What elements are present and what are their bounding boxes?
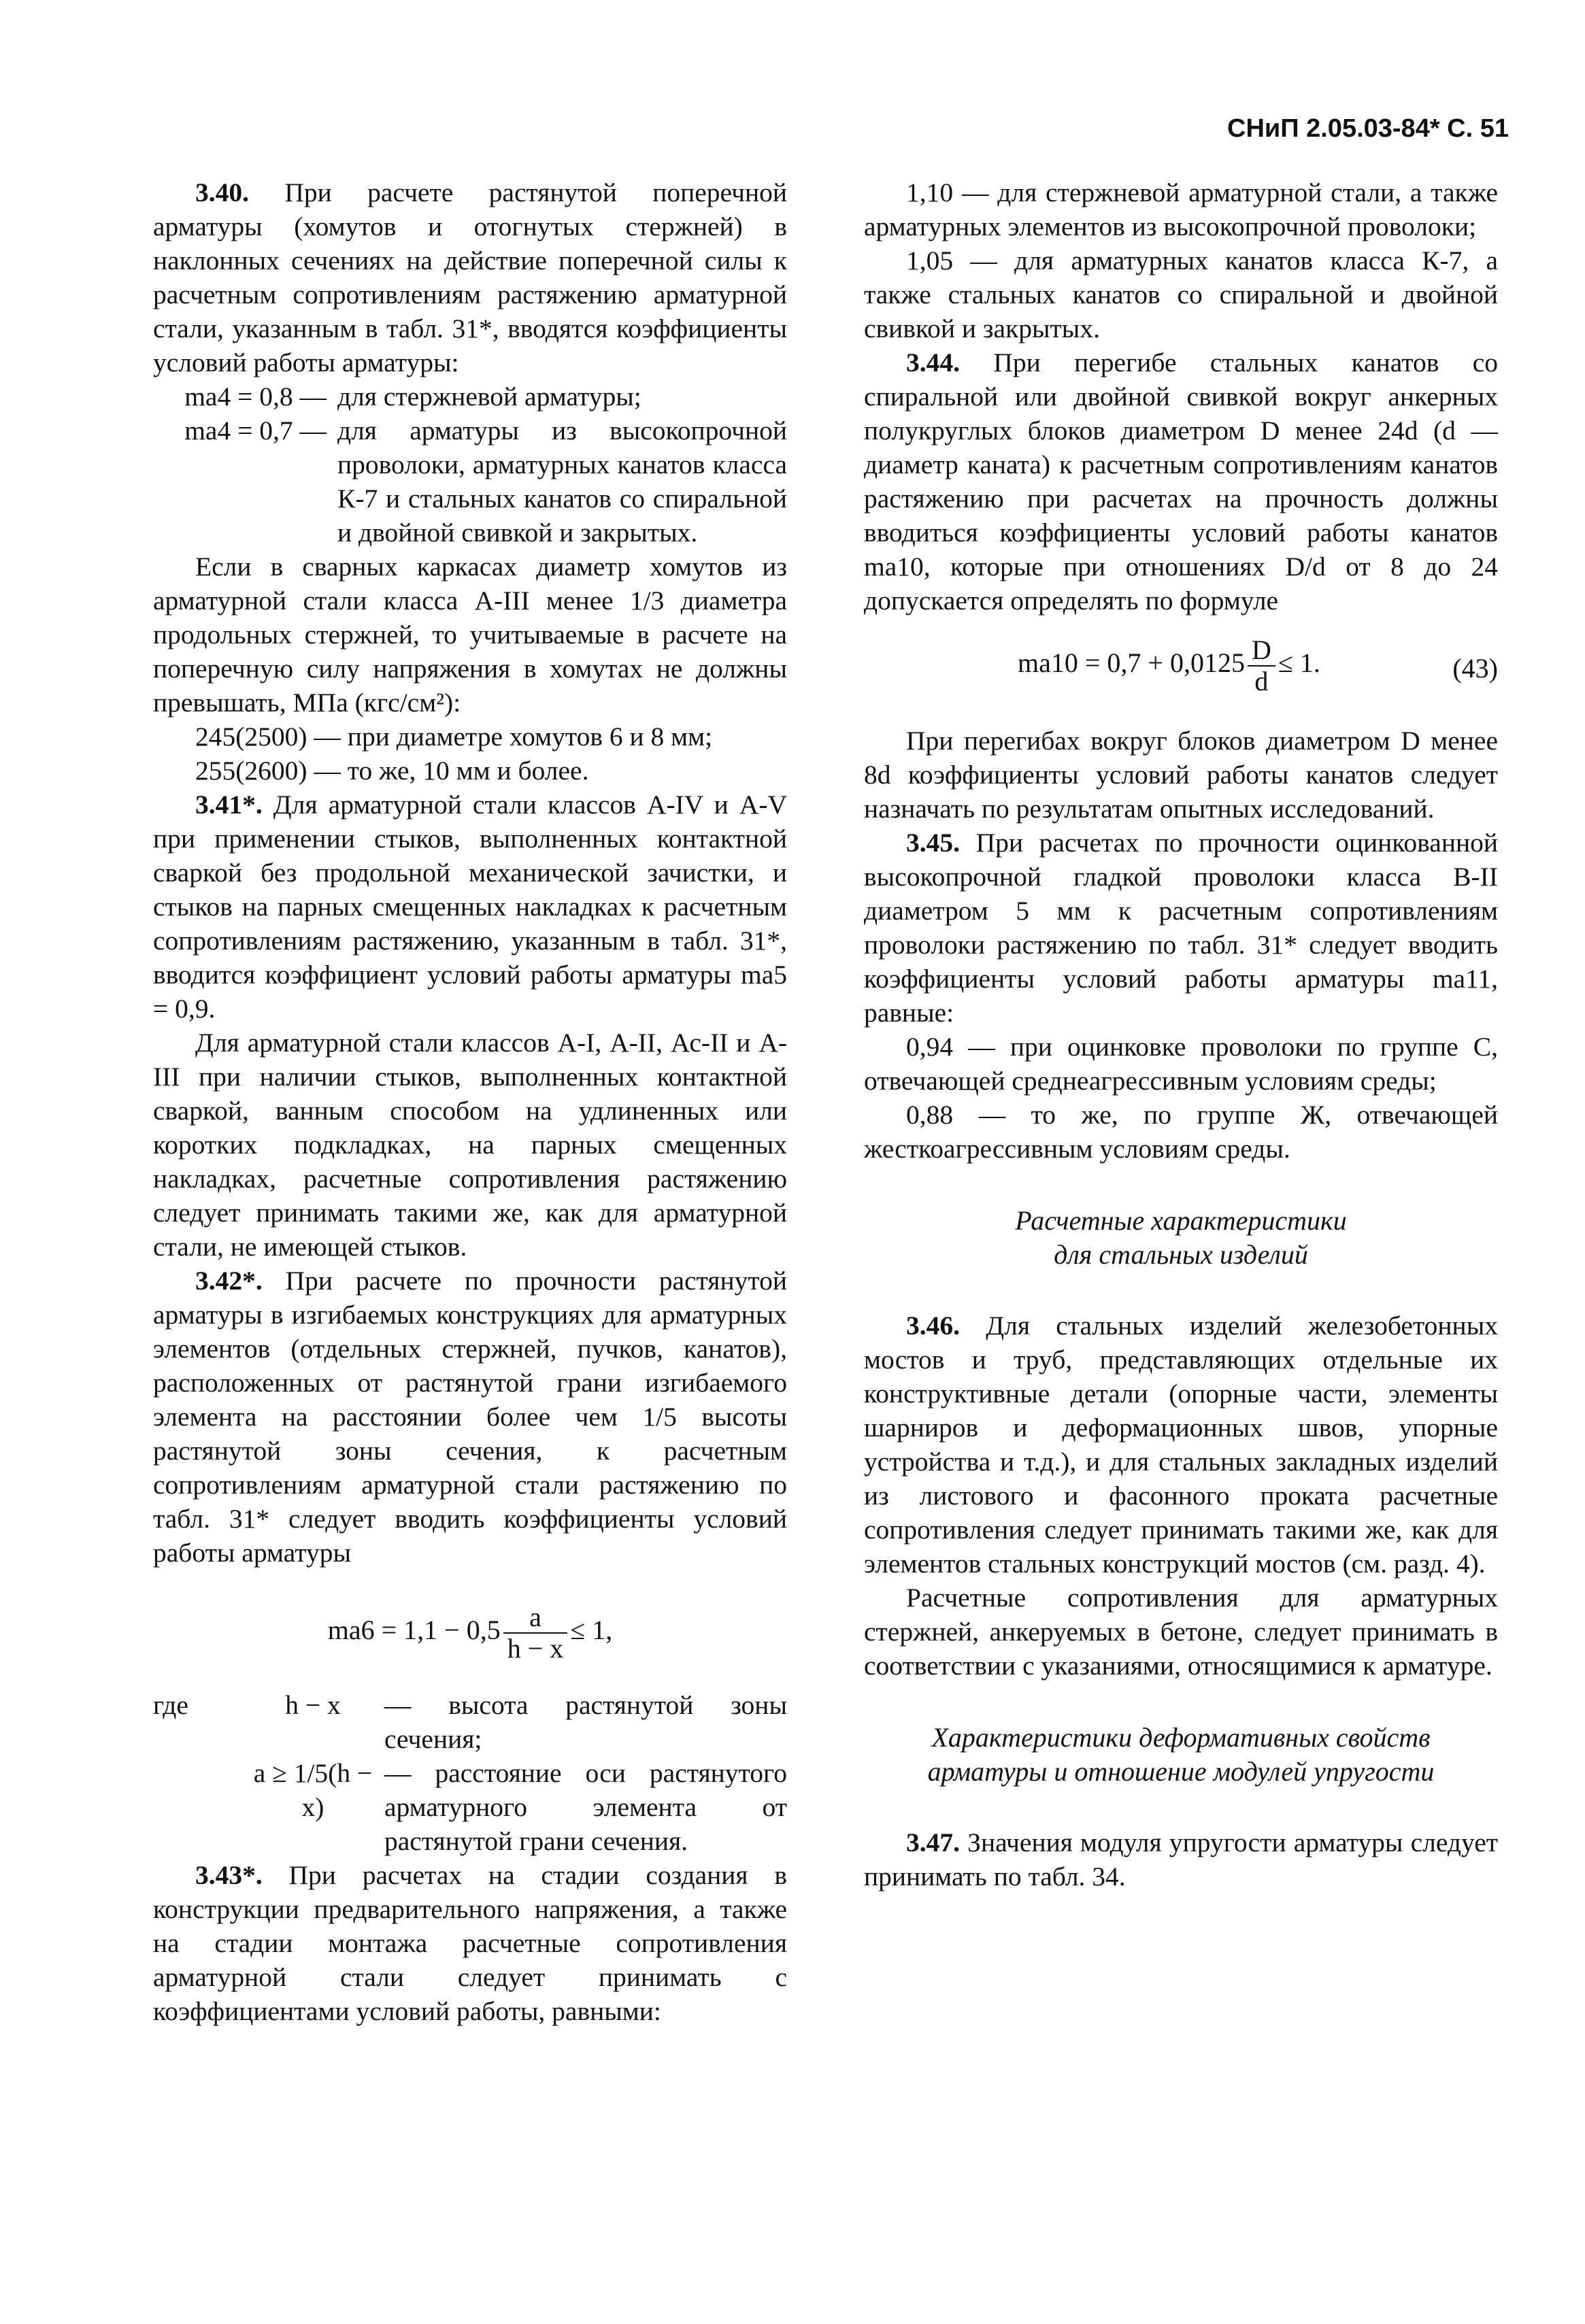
clause-text: При перегибе стальных канатов со спиральной или двойной свивкой вокруг анкерных полукруглых блоков диаметром D менее 24d (d — диаметр каната) к расчетным сопротивлениям канатов растяжению при расчетах на прочность должны вводиться коэффициенты условий работы канатов ma10, которые при отношениях D/d от 8 до 24 допускается определять по формуле [864,348,1498,616]
formula-43 [864,635,1498,696]
fraction-numerator: a [503,1602,568,1634]
formula-rhs: ≤ 1, [570,1615,613,1646]
coef-item-0-94: 0,94 — при оцинковке проволоки по группе С, отвечающей среднеагрессивным условиям среды; [864,1032,1498,1096]
clause-3-46 [864,1309,1498,1581]
clause-3-43 [153,1858,787,2028]
clause-3-41 [153,788,787,1026]
clause-text: Для стальных изделий железобетонных мостов и труб, представляющих отдельные их конструктивные детали (опорные части, элементы шарниров и деформационных швов, упорные устройства и т.д.), и для стальных закладных изделий из листового и фасонного проката расчетные сопротивления следует принимать такими же, как для элементов стальных конструкций мостов (см. разд. 4). [864,1311,1498,1579]
clause-3-40 [153,175,787,380]
clause-number: 3.42*. [195,1266,263,1296]
clause-text: При расчете растянутой поперечной арматуры (хомутов и отогнутых стержней) в наклонных сечениях на действие поперечной силы к расчетным сопротивлениям растяжению арматурной стали, указанным в табл. 31*, вводятся коэффициенты условий работы арматуры: [153,178,787,377]
coef-item-1-05: 1,05 — для арматурных канатов класса К-7, а также стальных канатов со спиральной и двойной свивкой и закрытых. [864,246,1498,343]
fraction-denominator: d [1254,666,1269,696]
clause-text: При расчетах на стадии создания в конструкции предварительного напряжения, а также на стадии монтажа расчетные сопротивления арматурной стали следует принимать с коэффициентами условий работы, равными: [153,1860,787,2026]
coef-lhs: ma4 = 0,8 — [184,382,327,411]
fraction-denominator: h − x [507,1633,564,1664]
coef-row-2 [153,414,787,550]
running-head: СНиП 2.05.03-84* С. 51 [1227,114,1509,143]
clause-number: 3.44. [906,348,960,377]
heading-line: Расчетные характеристики [1015,1205,1347,1236]
clause-text: Значения модуля упругости арматуры следует принимать по табл. 34. [864,1828,1498,1891]
clause-3-47 [864,1825,1498,1893]
formula-lhs: ma10 = 0,7 + 0,0125 [1018,647,1245,679]
clause-number: 3.47. [906,1828,960,1857]
clause-3-44 [864,346,1498,618]
coef-lhs: ma4 = 0,7 — [184,416,327,445]
equation-number: (43) [1452,653,1498,684]
section-heading-deformation [864,1721,1498,1789]
clause-3-40-b: Если в сварных каркасах диаметр хомутов из арматурной стали класса А-III менее 1/3 диаметра продольных стержней, то учитываемые в расчете на поперечную силу напряжения в хомутах не должны превышать, МПа (кгс/см²): [153,552,787,718]
clause-3-42 [153,1264,787,1570]
right-column [864,175,1498,1893]
clause-number: 3.45. [906,828,960,858]
stress-limit-2: 255(2600) — то же, 10 мм и более. [195,756,589,786]
heading-line: Характеристики деформативных свойств [931,1722,1431,1753]
heading-line: арматуры и отношение модулей упругости [927,1756,1435,1787]
left-column [153,175,787,2028]
where-definition: — расстояние оси растянутого арматурного элемента от растянутой грани сечения. [384,1758,787,1856]
formula-fraction [1248,635,1275,696]
where-row-1 [153,1688,787,1756]
clause-text: При расчетах по прочности оцинкованной высокопрочной гладкой проволоки класса В-II диаметром 5 мм к расчетным сопротивлениям проволоки растяжению по табл. 31* следует вводить коэффициенты условий работы арматуры ma11, равные: [864,828,1498,1028]
heading-line: для стальных изделий [1054,1239,1308,1270]
fraction-numerator: D [1248,635,1275,667]
clause-text: Для арматурной стали классов А-IV и А-V при применении стыков, выполненных контактной сваркой без продольной механической зачистки, и стыков на парных смещенных накладках к расчетным сопротивлениям растяжению, указанным в табл. 31*, вводится коэффициент условий работы арматуры ma5 = 0,9. [153,790,787,1024]
clause-3-45 [864,826,1498,1030]
clause-3-46-b: Расчетные сопротивления для арматурных стержней, анкеруемых в бетоне, следует принимать в соответствии с указаниями, относящимися к арматуре. [864,1583,1498,1681]
where-row-2 [153,1756,787,1858]
formula-lhs: ma6 = 1,1 − 0,5 [327,1615,501,1646]
where-word: где [153,1690,188,1720]
section-heading-steel-products [864,1204,1498,1272]
clause-number: 3.46. [906,1311,960,1341]
clause-3-44-b: При перегибах вокруг блоков диаметром D менее 8d коэффициенты условий работы канатов следует назначать по результатам опытных исследований. [864,726,1498,824]
clause-number: 3.43*. [195,1860,263,1890]
coef-item-1-10: 1,10 — для стержневой арматурной стали, а также арматурных элементов из высокопрочной проволоки; [864,178,1498,241]
coef-item-0-88: 0,88 — то же, по группе Ж, отвечающей жесткоагрессивным условиям среды. [864,1100,1498,1164]
coef-rhs: для стержневой арматуры; [337,382,641,411]
formula-fraction [503,1602,568,1664]
where-symbol: a ≥ 1/5(h − x) [253,1758,373,1822]
where-definition: — высота растянутой зоны сечения; [384,1690,787,1754]
formula-rhs: ≤ 1. [1278,647,1320,679]
formula-ma6 [153,1602,787,1664]
clause-number: 3.41*. [195,790,263,820]
where-symbol: h − x [285,1690,341,1720]
coef-rhs: для арматуры из высокопрочной проволоки, арматурных канатов класса К-7 и стальных канатов со спиральной и двойной свивкой и закрытых. [337,416,787,548]
clause-3-41-b: Для арматурной стали классов А-I, А-II, Ас-II и А-III при наличии стыков, выполненных контактной сваркой, ванным способом на удлиненных или коротких подкладках, на парных смещенных накладках, расчетные сопротивления растяжению следует принимать такими же, как для арматурной стали, не имеющей стыков. [153,1028,787,1262]
clause-text: При расчете по прочности растянутой арматуры в изгибаемых конструкциях для арматурных элементов (отдельных стержней, пучков, канатов), расположенных от растянутой грани изгибаемого элемента на расстоянии более чем 1/5 высоты растянутой зоны сечения, к расчетным сопротивлениям арматурной стали растяжению по табл. 31* следует вводить коэффициенты условий работы арматуры [153,1266,787,1568]
coef-row-1 [153,380,787,414]
clause-number: 3.40. [195,178,249,207]
stress-limit-1: 245(2500) — при диаметре хомутов 6 и 8 мм; [195,722,713,752]
